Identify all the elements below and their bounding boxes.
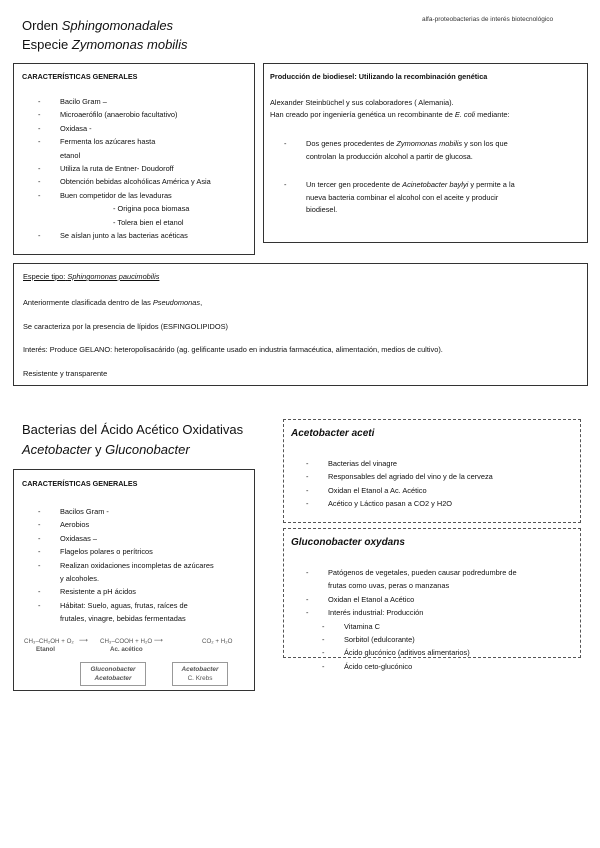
list-item: - Oxidasas – [38, 532, 253, 545]
list-item: - Interés industrial: Producción [306, 606, 578, 619]
biodiesel-intro: Alexander Steinbüchel y sus colaboradores ( Alemania). Han creado por ingeniería genética un recombinante de E. coli mediante: [270, 98, 510, 119]
list-item: - Resistente a pH ácidos [38, 585, 253, 598]
especie-tipo-heading: Especie tipo: Sphingomonas paucimobilis [23, 272, 160, 281]
list-item-continuation: frutas como uvas, peras o manzanas [328, 581, 450, 591]
gluconobacter-oxydans-box [283, 528, 581, 671]
oxydans-list [306, 566, 578, 673]
list-subitem: - Tolera bien el etanol [113, 217, 184, 227]
list-item: - Obtención bebidas alcohólicas América y Asia [38, 175, 253, 188]
box-title: CARACTERÍSTICAS GENERALES [22, 72, 138, 81]
list-item: - Buen competidor de las levaduras [38, 189, 253, 202]
list-item: - Oxidan el Etanol a Acético [306, 593, 578, 606]
especie-tipo-line: Anteriormente clasificada dentro de las Pseudomonas, [23, 298, 203, 307]
list-item: - Patógenos de vegetales, pueden causar podredumbre de [306, 566, 578, 579]
especie-tipo-line: Interés: Produce GELANO: heteropolisacárido (ag. gelificante usado en industria farmacéutica, alimentación, medios de cultivo). [23, 345, 443, 354]
reactant-formula: CH₃–CH₂OH + O₂ [24, 638, 74, 645]
list-subitem: - Ácido glucónico (aditivos alimentarios) [306, 646, 578, 659]
list-item: - Bacterias del vinagre [306, 457, 576, 470]
list-item: - Microaerófilo (anaerobio facultativo) [38, 108, 253, 121]
list-item: - Oxidasa - [38, 122, 253, 135]
list-item: - Realizan oxidaciones incompletas de azúcares [38, 559, 253, 572]
list-subitem: - Vitamina C [306, 620, 578, 633]
arrow-icon: ⟶ [154, 637, 163, 644]
especie-tipo-box [13, 263, 588, 386]
reaction-diagram [24, 638, 250, 686]
acetic-general-box [13, 469, 255, 691]
box-title: Acetobacter aceti [291, 428, 375, 439]
list-item: - Oxidan el Etanol a Ac. Acético [306, 484, 576, 497]
biodiesel-box [263, 63, 588, 243]
list-item: - Bacilos Gram - [38, 505, 253, 518]
list-item: - Bacilo Gram – [38, 95, 253, 108]
header-note: alfa-proteobacterias de interés biotecnológico [422, 16, 554, 23]
page-title [22, 16, 187, 54]
zymomonas-general-box [13, 63, 255, 255]
organism-box: Acetobacter C. Krebs [172, 662, 228, 686]
box-title: CARACTERÍSTICAS GENERALES [22, 479, 138, 488]
arrow-icon: ⟶ [79, 637, 88, 644]
list-item-continuation: y alcoholes. [60, 574, 100, 584]
list-subitem: - Ácido ceto-glucónico [306, 660, 578, 673]
list-item-continuation: etanol [60, 150, 81, 160]
list-item: - Aerobios [38, 518, 253, 531]
acetobacter-aceti-box [283, 419, 581, 523]
list-item: - Flagelos polares o perítricos [38, 545, 253, 558]
biodiesel-list [284, 138, 584, 217]
list-item: - Se aíslan junto a las bacterias acéticas [38, 229, 253, 242]
organism-box: Gluconobacter Acetobacter [80, 662, 146, 686]
aceti-list [306, 457, 576, 511]
list-item: - Responsables del agriado del vino y de la cerveza [306, 470, 576, 483]
list-item: - Fermenta los azúcares hasta [38, 135, 253, 148]
especie-tipo-line: Resistente y transparente [23, 369, 108, 378]
list-item: - Dos genes procedentes de Zymomonas mobilis y son los que controlan la producción alcohol a partir de glucosa. [284, 138, 584, 163]
characteristics-list [38, 505, 253, 626]
especie-tipo-line: Se caracteriza por la presencia de lípidos (ESFINGOLIPIDOS) [23, 322, 228, 331]
list-subitem: - Sorbitol (edulcorante) [306, 633, 578, 646]
list-item: - Acético y Láctico pasan a CO2 y H2O [306, 497, 576, 510]
list-item: - Hábitat: Suelo, aguas, frutas, raíces de [38, 599, 253, 612]
box-title: Gluconobacter oxydans [291, 537, 405, 548]
box-title: Producción de biodiesel: Utilizando la recombinación genética [270, 72, 488, 81]
species-line: Especie Zymomonas mobilis [22, 37, 188, 52]
list-item-continuation: frutales, vinagre, bebidas fermentadas [60, 614, 186, 624]
list-item: - Un tercer gen procedente de Acinetobacter baylyi y permite a la nueva bacteria combinar el alcohol con el aceite y producir biodiesel. [284, 179, 584, 217]
reactant-label: Etanol [36, 646, 55, 653]
list-item: - Utiliza la ruta de Entner- Doudoroff [38, 162, 253, 175]
acetic-section-title: Bacterias del Ácido Acético Oxidativas Acetobacter y Gluconobacter [22, 422, 244, 457]
final-product-formula: CO₂ + H₂O [202, 638, 233, 645]
product-formula: CH₃–COOH + H₂O [100, 638, 153, 645]
characteristics-list [38, 95, 253, 242]
product-label: Ac. acético [110, 646, 143, 653]
order-line: Orden Sphingomonadales [22, 18, 174, 33]
list-subitem: - Origina poca biomasa [113, 204, 190, 214]
